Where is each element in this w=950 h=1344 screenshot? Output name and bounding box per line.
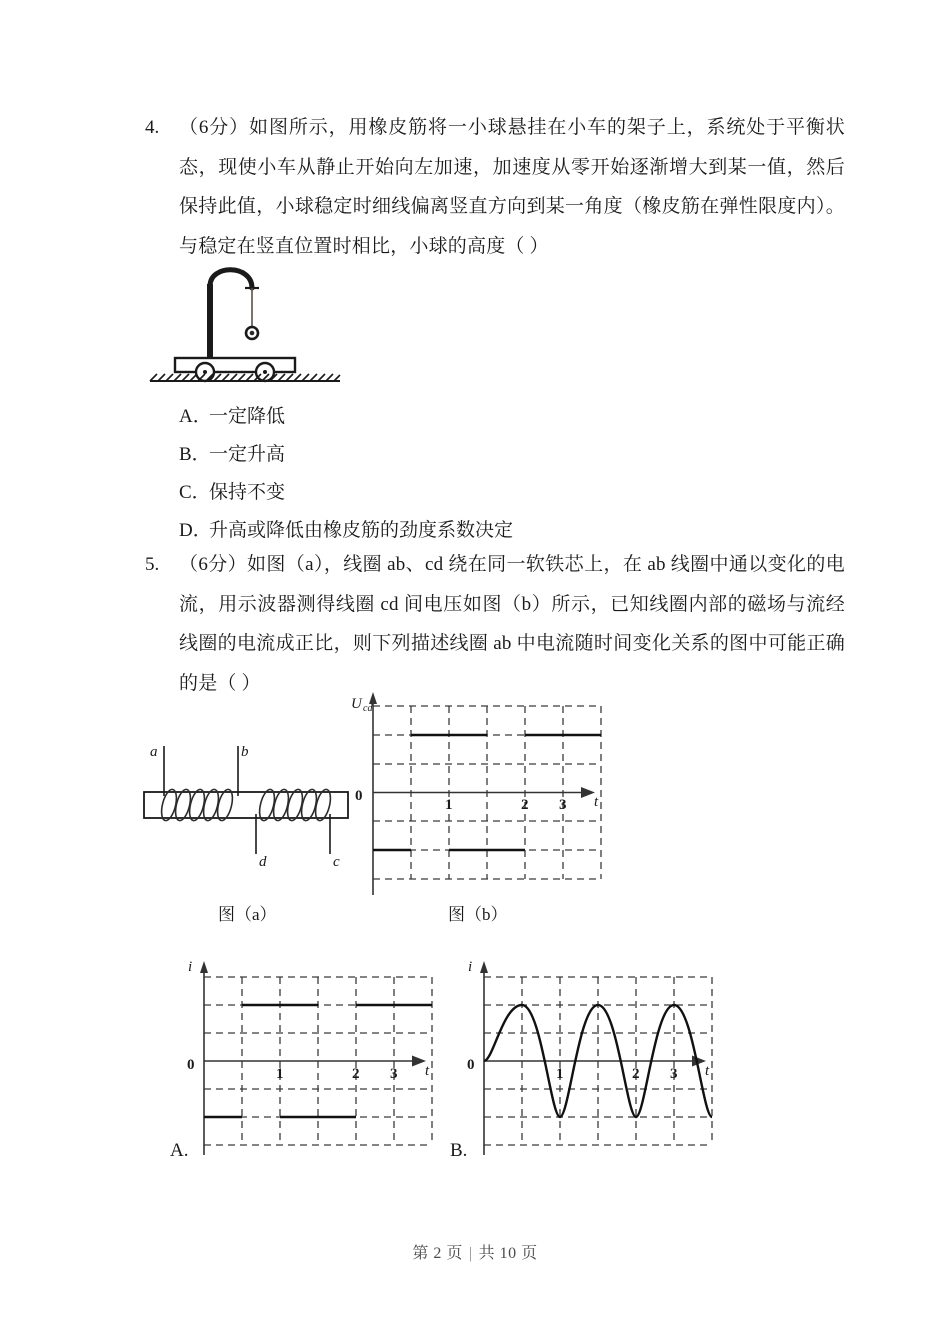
option-B-origin-label: 0 xyxy=(467,1057,475,1073)
figure-b-origin-label: 0 xyxy=(355,788,363,804)
figure-a-coils xyxy=(142,738,362,888)
option-c[interactable] xyxy=(179,474,513,512)
coil-lead-label-c: c xyxy=(333,854,340,870)
option-c-text: 保持不变 xyxy=(209,482,286,503)
question-5-text: （6分）如图（a），线圈 ab、cd 绕在同一软铁芯上，在 ab 线圈中通以变化的电流，用示波器测得线圈 cd 间电压如图（b）所示，已知线圈内部的磁场与流经线圈的电流成正比，则下列描述线圈 ab 中电流随时间变化关系的图中可能正确的是（ ） xyxy=(179,554,845,694)
question-4 xyxy=(145,108,845,266)
figure-b-xtick-1: 1 xyxy=(445,797,453,813)
option-a-text: 一定降低 xyxy=(209,406,286,427)
footer-page-number: 第 2 页 xyxy=(412,1245,463,1262)
figure-b-chart xyxy=(345,690,605,905)
option-A-chart[interactable] xyxy=(180,955,450,1160)
option-A-xtick-2: 2 xyxy=(352,1066,360,1082)
figure-b-xtick-2: 2 xyxy=(521,797,529,813)
option-B-xtick-3: 3 xyxy=(670,1066,678,1082)
option-A-y-axis-label: i xyxy=(188,959,193,975)
figure-b-y-axis-sublabel: cd xyxy=(363,703,373,714)
question-4-options xyxy=(179,398,513,550)
coil-lead-label-b: b xyxy=(241,744,249,760)
option-B-x-axis-label: t xyxy=(705,1063,710,1079)
figure-a-caption: 图（a） xyxy=(218,905,277,924)
question-4-text: （6分）如图所示，用橡皮筋将一小球悬挂在小车的架子上，系统处于平衡状态，现使小车从静止开始向左加速，加速度从零开始逐渐增大到某一值，然后保持此值，小球稳定时细线偏离竖直方向到某一角度（橡皮筋在弹性限度内）。与稳定在竖直位置时相比，小球的高度（ ） xyxy=(179,117,845,257)
page-footer xyxy=(0,1240,950,1263)
option-b[interactable] xyxy=(179,436,513,474)
option-B-y-axis-label: i xyxy=(468,959,473,975)
figure-cart-with-ball xyxy=(150,262,370,382)
option-B-chart[interactable] xyxy=(460,955,730,1160)
coil-lead-label-d: d xyxy=(259,854,267,870)
option-a-label: A． xyxy=(179,406,212,427)
option-B-xtick-1: 1 xyxy=(556,1066,564,1082)
option-a[interactable] xyxy=(179,398,513,436)
option-A-x-axis-label: t xyxy=(425,1063,430,1079)
footer-total-pages: 共 10 页 xyxy=(478,1245,538,1262)
svg-text:3: 3 xyxy=(559,797,567,813)
question-5-number: 5. xyxy=(145,554,160,575)
option-b-text: 一定升高 xyxy=(209,444,286,465)
option-d-label: D． xyxy=(179,520,212,541)
figure-b-x-axis-label: t xyxy=(594,794,599,810)
question-4-number: 4. xyxy=(145,117,160,138)
option-c-label: C． xyxy=(179,482,211,503)
question-5 xyxy=(145,545,845,703)
option-A-label: A. xyxy=(170,1140,189,1161)
option-B-label: B. xyxy=(450,1140,468,1161)
option-d-text: 升高或降低由橡皮筋的劲度系数决定 xyxy=(209,520,514,541)
option-b-label: B． xyxy=(179,444,211,465)
figure-b-caption: 图（b） xyxy=(448,905,508,924)
option-B-xtick-2: 2 xyxy=(632,1066,640,1082)
footer-separator: | xyxy=(468,1245,473,1262)
option-A-xtick-1: 1 xyxy=(276,1066,284,1082)
option-A-origin-label: 0 xyxy=(187,1057,195,1073)
figure-b-y-axis-label: U xyxy=(351,696,362,712)
coil-lead-label-a: a xyxy=(150,744,158,760)
option-A-xtick-3: 3 xyxy=(390,1066,398,1082)
